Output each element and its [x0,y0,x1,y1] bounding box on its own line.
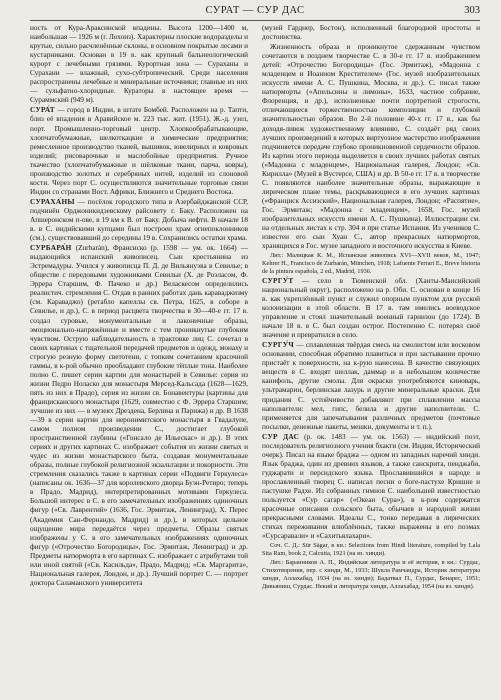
running-title: СУРАТ — СУР ДАС [205,5,305,16]
header-rule [30,20,480,21]
right-column [262,24,480,696]
entry-text: (Zurbarán), Франсиско (р. 1598 — ум. ок. 1664) — выдающийся испанский живописец. Сын крестьянина из Эстремадуры. Учился у живописца П. Д. де Вильянуэва в Севилье; в обществе с передовыми художниками Севильи (Х. де Роэласом, Ф. Эррера Старшим, Ф. Пачеко и др.) Веласкесом определились реалистич. стремления С. Отдав в ранних работах дань караваджизму (см. Караваджо) (ретабло капеллы св. Петра, 1625, в соборе в Севилье, и др.), С. в период расцвета творчества в 30—40-е гг. 17 в. создал суровые, монументальные и лаконичные образы, эмоционально-напряжённые и вместе с тем проникнутые глубоким чувством. Острую наблюдательность в трактовке лиц С. сочетал в своих картинах с тщательной передачей предметов и одежд, монаху и строгую резную форму светотени, с топким сочетанием красочной гаммы, в к-рой обычно преобладают глубокие тёплые тона. Наиболее полно С. пишет серии картин для монастырей в Севилье: серия из жизни Педро Ноласко для монастыря Мерсед-Кальсада (1628—1629, пять из них в Прадо), серия из жизни св. Бонавентуры (картины для францисканского монастыря (1629, совместно с Ф. Эррера Старшим; лучшие из них — в музеях Дрездена, Берлина и Парижа) и др. В 1638—39 в серии картин для иеронимитского монастыря в Гвадалупе, самом полном произведении С., достигает глубокой пространственной глубины («Гонсало де Ильескас» и др.). В этих сериях и других картинах С. изображает события из жизни святых и чудес из жизни монастырского быта, создавая монументальные образы, полные глубокой религиозной экзальтации и покорности. Эти стремления сказались также в картинах серии «Подвиги Геркулеса» (написаны ок. 1636—37 для королевского дворца Буэн-Ретиро; теперь в Прадо, Мадрид), интерпретированных мотивами Геркулеса. Большой интерес в С. в его замечательных изображениях одиночных фигур («Св. Лаврентий» (1636, Гос. Эрмитаж, Ленинград), Х. Перес (Академия Сан-Фернандо, Мадрид) и др.), в которых цельное ощущение мира передаётся через предметы. Образы святых изображены у С. в его замечательных изображениях одиночных фигур («Отрочество Богородицы», Гос. Эрмитаж, Ленинград) и др. Предметы натюрморта в его картинах С. изображает с атрибутами той или иной святой («Св. Касильда», Прадо, Мадрид; «Св. Маргарита», Национальная галерея, Лондон, и др.). Лучший портрет С. — портрет доктора Саламанского университета [30,244,248,587]
entry-headword: СУР ДАС [262,432,300,441]
encyclopedia-entry [262,277,480,340]
encyclopedia-entry [30,244,248,588]
continued-paragraph [30,24,248,105]
encyclopedia-entry [262,341,480,431]
entry-text: (музей Гарднер, Бостон), исполненный благородной простоты и достоинства. [262,24,480,42]
page-header [30,5,480,21]
entry-headword: СУРГУ́Ч [262,341,294,350]
entry-text: — село в Тюменской обл. (Ханты-Мансийский национальный округ), расположено на р. Оби. С. основан в конце 16 в. как укреплённый пункт и служил опорным пунктом для русской колонизации в этой области. В 17 в. там имелись воеводское управление и стоял значительный военный гарнизон (до 1724). В начале 18 в. в С. был создан острог. Постепенно С. потерял своё значение и превратился в село. [262,276,480,340]
entry-headword: СУРАХА́НЫ [30,197,75,206]
entry-headword: СУРА́Т [30,106,55,115]
entry-text: Лит.: Баранников А. П., Индийская литература и её история, в кн.: Сурдас, Стихотворения, пер. с хинди, М., 1933; Шукла Рамчандра, История литературы хинди, Аллахабад, 1934 (на яз. хинди); Бадатвал П., Сурдас, Бенарес, 1951; Дивьяниш, Сурдас. Некий и литература хинди, Аллахабад, 1954 (на яз. хинди). [262,559,480,590]
entry-text: — посёлок городского типа в Азербайджанской ССР, подчинён Орджоникидзевскому райсовету г. Баку. Расположен на Апшеронском п-ове, в 19 км к В. от Баку. Добыча нефти. В начале 18 в. в С. индийскими купцами был построен храм огнепоклонников (см.), существовавший до середины 19 в. Сохранились остатки храма. [30,197,248,243]
continued-paragraph [262,24,480,42]
entry-text: ность от Кура-Араксинской впадины. Высота 1200—1400 м, наибольшая — 1926 м (г. Лохоиз). Характерны плоские водоразделы и крутые, сильно расчленённые склоны, в основном покрытые лесами и кустарниками. Основан в 19 в. как крупный бальнеологический курорт с лечебными грязями. Курортная зона — Сураханы и Сурахани — влажный, сухо-субтропический. Среди населения распространены лечебные и минеральные источники; главные из них — сульфатно-хлоридные. Кураторы в настоящее время — Сураммский (949 м). [30,24,248,105]
entry-headword: СУРБАРА́Н [30,244,72,253]
entry-text: Жизненность образа и проникнутое сдержанным чувством сочетаются в позднем творчестве С. в 30-е гг. 17 в. изображением детей: «Отрочество Богородицы» (Гос. Эрмитаж), «Мадонна с младенцем и Иоанном Крестителем» (Гос. музей изобразительных искусств имени А. С. Пушкина, Москва, и др.). С. писал также натюрморты («Апельсины и лимоны», 1633, частное собрание, Флоренция, и др.), исполненные почти портретной строгости, отличающиеся торжественностью композиции и глубокой значительностью образов. Во 2-й половине 40-х гг. 17 в., как бы доходя-ливеж художественному влиянию, С. создаёт ряд своих лучших произведений в которых виртуозное мастерство изображения подчиняется передаче глубоко проникновенной сердечности образов. Из картин этого периода выделяется в своих лучших работах святых («Мадонна с младенцем», Национальная галерея, Лондон; «Св. Кирилла» (Музей в Вустерсе, США) и др. В 50-е гг. 17 в. в творчестве С. появляются наиболее значительные образы, выражающие в лирическом плане темы, раскрывающиеся в его лучших картинах («Франциск Ассизский», Национальная галерея, Лондон; «Распятие», Гос. Эрмитаж; «Мадонна с младенцем», 1658, Гос. музей изобразительных искусств имени А. С. Пушкина). Иллюстрации см. на отдельных листах к стр. 304 и при статье Испания. Из учеников С. известен его сын Хуан С., автор прекрасных натюрмортов, хранящихся в Гос. музее западного и восточного искусства в Киеве. [262,43,480,251]
encyclopedia-entry [262,433,480,542]
paragraph [262,43,480,251]
literature-note [262,542,480,558]
literature-note [262,252,480,276]
entry-text: Соч. С. Д.: Sūr Sāgar, в кн.: Selections from Hindi literature, compiled by Lala Sita Ram, book 2, Calcutta, 1921 (на яз. хинди). [262,542,480,558]
entry-text: — сплавленная твёрдая смесь на смолистом или восковом основании, способная обратимо плавиться и при застывании прочно пристаёт к поверхности, на к-рую нанесена. В качестве связующих веществ в С. входят шеллак, даммар и в небольшом количестве канифоль, другие смолы. Для окраски употребляются киноварь, ультрамарин, берлинская лазурь и другие минеральные краски. Для придания С. устойчивости добавляют при сплавлении массы наполнители: мел, гипс, белила и другие наполнители. С. применяется для запечатывания различных предметов (почтовые посылки, денежные пакеты, мешки, документы и т. п.). [262,341,480,431]
entry-text: Лит.: Малицкая К. М., Испанская живопись XVI—XVII веков, М., 1947; Kehrer H., Francisco de Zurbarán, München, 1918; Lafuente Ferrari E., Breve historia de la pintura española, 2 ed., Madrid, 1936. [262,252,480,275]
entry-text: — город в Индии, в штате Бомбей. Расположен на р. Тапти, близ её впадения в Аравийское м. 223 тыс. жит. (1951). Ж.-д. узел, порт. Промышленно-торговый центр. Хлопкообрабатывающие, хлопчатобумажные, шелкоткацкие и химические предприятия; ремесленное производство тканей, вышивок, ювелирных и ковровых изделий; рисоварочные и маслобойные предприятия. Ручное ткачество (хлопчатобумажные и шёлковые ткани, парча, ковры), производство золотых и серебряных нитей, изделий из слоновой кости. Через порт С. осуществляются значительные торговые связи Индии со странами Вост. Африки, Ближнего и Среднего Востока. [30,106,248,196]
left-column [30,24,248,696]
encyclopedia-entry [30,106,248,196]
page-number: 303 [464,5,480,16]
entry-text: (р. ок. 1483 — ум. ок. 1563) — индийский поэт, последователь религиозного учения бхакти (см. Индия, Исторический очерк). Писал на языке браджа — одном из западных наречий хинди. Язык браджа, один из древних языков, а также санскрита, пенджаби, гуджарати и персидского языка. Прославившийся в народе и прославленный творец С. написал песни о боге-пастухе Кришне и пастушке Радхе. Из собранных гимнов С. наибольшей известностью пользуется «Сур сагар» («Океан Сура»), в к-ром содержатся красочные описания сельского быта, обычаев и народной жизни прекрасными словами. Идеалы С., тонко передавая в лирических стихах переживания влюблённых, также выражены в его поэмах «Сурсаравали» и «Сахитьялахари». [262,432,480,541]
literature-note [262,559,480,591]
encyclopedia-entry [30,198,248,243]
entry-headword: СУРГУ́Т [262,276,294,285]
